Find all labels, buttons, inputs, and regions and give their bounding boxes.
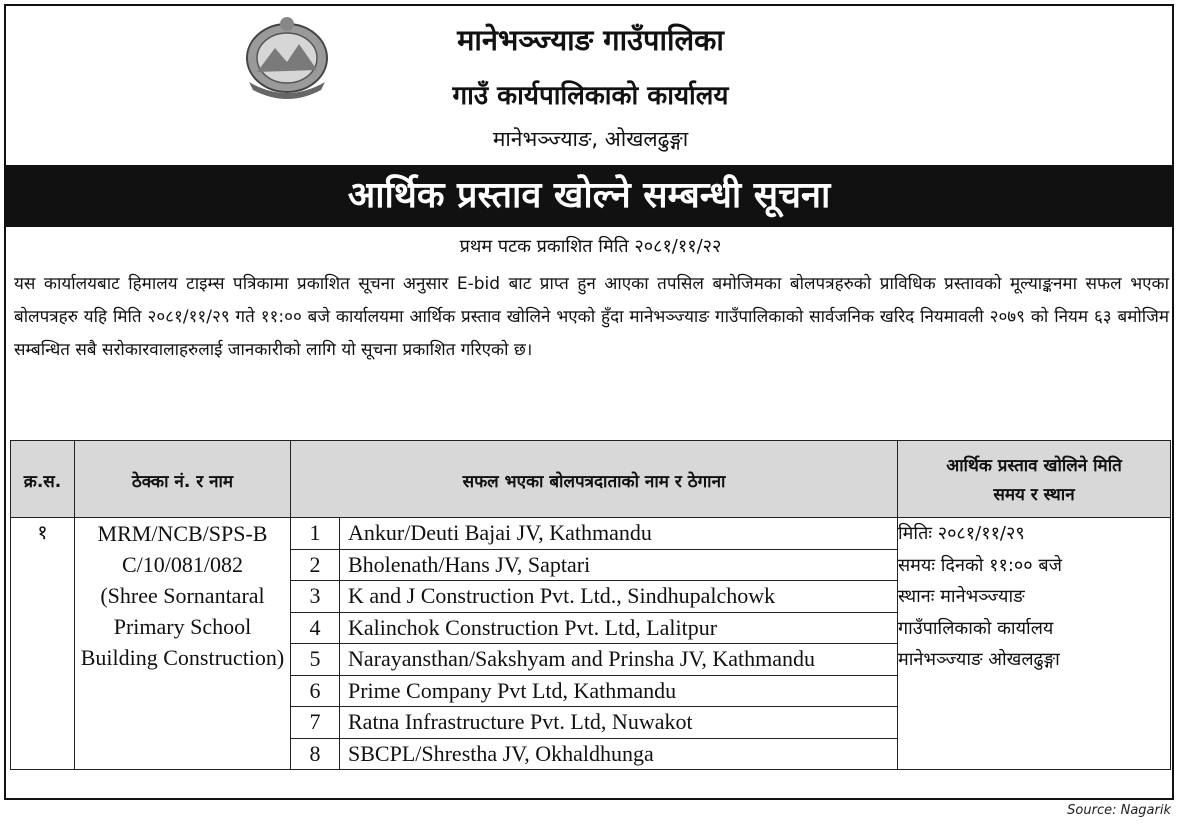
header-bidders: सफल भएका बोलपत्रदाताको नाम र ठेगाना xyxy=(291,441,898,518)
list-item: 2 Bholenath/Hans JV, Saptari xyxy=(291,549,897,581)
municipality-name: मानेभञ्ज्याङ गाउँपालिका xyxy=(457,23,724,57)
office-address: मानेभञ्ज्याङ, ओखलढुङ्गा xyxy=(492,127,689,151)
opening-place-2: गाउँपालिकाको कार्यालय xyxy=(898,617,1054,639)
header-sn: क्र.स. xyxy=(11,441,75,518)
office-name: गाउँ कार्यपालिकाको कार्यालय xyxy=(452,81,729,111)
contract-number: MRM/NCB/SPS-BC/10/081/082 xyxy=(97,521,268,577)
table-row xyxy=(11,518,1171,770)
table-header-row xyxy=(11,441,1171,518)
bidder-list xyxy=(291,518,897,769)
row-sn: १ xyxy=(11,518,75,770)
header-opening: आर्थिक प्रस्ताव खोलिने मिति समय र स्थान xyxy=(898,441,1171,518)
contract-cell xyxy=(75,518,291,770)
contract-name: (Shree Sornantaral Primary School Building Construction) xyxy=(80,583,285,670)
bidders-cell xyxy=(291,518,898,770)
opening-time: समयः दिनको ११:०० बजे xyxy=(898,554,1063,576)
list-item: 1 Ankur/Deuti Bajai JV, Kathmandu xyxy=(291,518,897,549)
list-item: 5 Narayansthan/Sakshyam and Prinsha JV, Kathmandu xyxy=(291,644,897,676)
opening-place-3: मानेभञ्ज्याङ ओखलढुङ्गा xyxy=(898,649,1060,670)
source-credit: Source: Nagarik xyxy=(1067,803,1171,818)
list-item: 6 Prime Company Pvt Ltd, Kathmandu xyxy=(291,675,897,707)
opening-place-1: स्थानः मानेभञ्ज्याङ xyxy=(898,586,1025,607)
notice-body: यस कार्यालयबाट हिमालय टाइम्स पत्रिकामा प्रकाशित सूचना अनुसार E-bid बाट प्राप्त हुन आएका तपसिल बमोजिमका बोलपत्रहरुको प्राविधिक प्रस्तावको मूल्याङ्कनमा सफल भएका बोलपत्रहरु यहि मिति २०८१/११/२९ गते ११:०० बजे कार्यालयमा आर्थिक प्रस्ताव खोलिने भएको हुँदा मानेभञ्ज्याङ गाउँपालिकाको सार्वजनिक खरिद नियमावली २०७९ को नियम ६३ बमोजिम सम्बन्धित सबै सरोकारवालाहरुलाई जानकारीको लागि यो सूचना प्रकाशित गरिएको छ। xyxy=(14,274,1169,360)
list-item: 7 Ratna Infrastructure Pvt. Ltd, Nuwakot xyxy=(291,707,897,739)
list-item: 3 K and J Construction Pvt. Ltd., Sindhupalchowk xyxy=(291,581,897,613)
list-item: 4 Kalinchok Construction Pvt. Ltd, Lalitpur xyxy=(291,612,897,644)
published-date: प्रथम पटक प्रकाशित मिति २०८१/११/२२ xyxy=(459,236,722,257)
list-item: 8 SBCPL/Shrestha JV, Okhaldhunga xyxy=(291,738,897,769)
header-contract: ठेक्का नं. र नाम xyxy=(75,441,291,518)
bid-table xyxy=(10,440,1171,770)
notice-title: आर्थिक प्रस्ताव खोल्ने सम्बन्धी सूचना xyxy=(6,165,1172,227)
opening-date: मितिः २०८१/११/२९ xyxy=(898,523,1025,544)
opening-details xyxy=(898,518,1171,770)
